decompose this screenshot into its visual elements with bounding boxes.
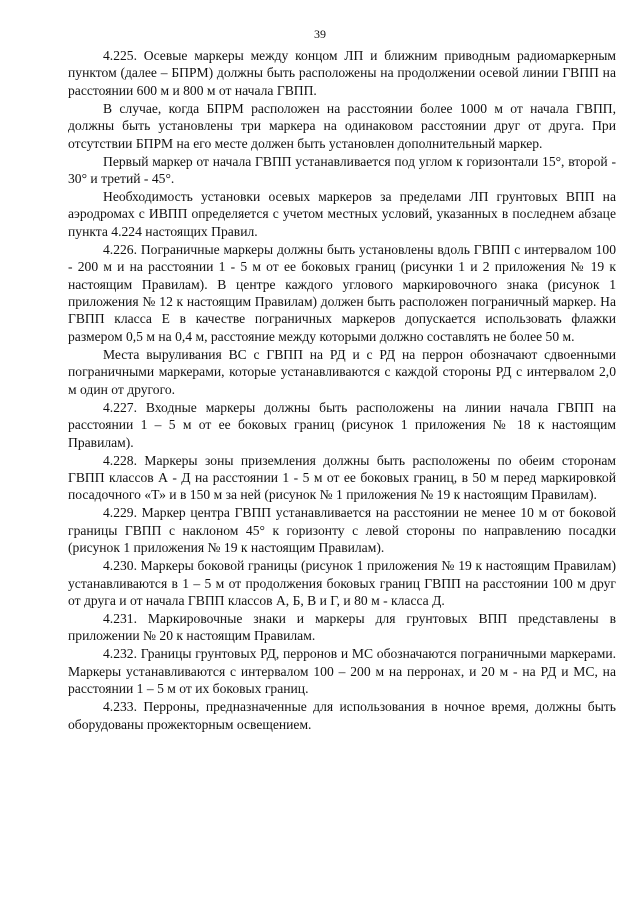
document-body — [68, 47, 616, 734]
paragraph-4-232: 4.232. Границы грунтовых РД, перронов и МС обозначаются пограничными маркерами. Маркеры устанавливаются с интервалом 100 – 200 м на перронах, и 20 м - на РД и МС, на расстоянии 1 – 5 м от их боковых границ. — [68, 646, 616, 697]
paragraph-marker-angles: Первый маркер от начала ГВПП устанавливается под углом к горизонтали 15°, второй - 30° и третий - 45°. — [68, 153, 616, 187]
paragraph-4-231: 4.231. Маркировочные знаки и маркеры для грунтовых ВПП представлены в приложении № 20 к настоящим Правилам. — [68, 610, 616, 644]
paragraph-4-233: 4.233. Перроны, предназначенные для использования в ночное время, должны быть оборудованы прожекторным освещением. — [68, 699, 616, 732]
paragraph-axial-markers-necessity: Необходимость установки осевых маркеров за пределами ЛП грунтовых ВПП на аэродромах с ИВПП определяется с учетом местных условий, указанных в последнем абзаце пункта 4.224 настоящих Правил. — [68, 189, 616, 239]
paragraph-4-229: 4.229. Маркер центра ГВПП устанавливается на расстоянии не менее 10 м от боковой границы ГВПП с наклоном 45° к горизонту с левой стороны по направлению посадки (рисунок 1 приложения № 19 к настоящим Правилам). — [68, 505, 616, 556]
paragraph-bprm-distance: В случае, когда БПРМ расположен на расстоянии более 1000 м от начала ГВПП, должны быть установлены три маркера на одинаковом расстоянии друг от друга. При отсутствии БПРМ на его месте должен быть установлен дополнительный маркер. — [68, 100, 616, 151]
paragraph-4-225: 4.225. Осевые маркеры между концом ЛП и ближним приводным радиомаркерным пунктом (далее – БПРМ) должны быть расположены на продолжении осевой линии ГВПП на расстоянии 600 м и 800 м от начала ГВПП. — [68, 48, 616, 98]
paragraph-4-230: 4.230. Маркеры боковой границы (рисунок 1 приложения № 19 к настоящим Правилам) устанавливаются в 1 – 5 м от продолжения боковых границ ГВПП на расстоянии 100 м друг от друга и от начала ГВПП классов А, Б, В и Г, и 80 м - класса Д. — [68, 558, 616, 608]
paragraph-4-227: 4.227. Входные маркеры должны быть расположены на линии начала ГВПП на расстоянии 1 – 5 м от ее боковых границ (рисунок 1 приложения № 18 к настоящим Правилам). — [68, 399, 616, 450]
paragraph-taxi-exit-markers: Места выруливания ВС с ГВПП на РД и с РД на перрон обозначают сдвоенными пограничными маркерами, которые устанавливаются с каждой стороны РД с интервалом 2,0 м один от другого. — [68, 346, 616, 397]
paragraph-4-228: 4.228. Маркеры зоны приземления должны быть расположены по обеим сторонам ГВПП классов А - Д на расстоянии 1 - 5 м от ее боковых границ, в 50 м перед маркировкой посадочного «Т» и в 150 м за ней (рисунок № 1 приложения № 19 к настоящим Правилам). — [68, 452, 616, 503]
page-number: 39 — [314, 27, 326, 41]
paragraph-4-226: 4.226. Пограничные маркеры должны быть установлены вдоль ГВПП с интервалом 100 - 200 м и на расстоянии 1 - 5 м от ее боковых границ (рисунки 1 и 2 приложения № 19 к настоящим Правилам). В центре каждого углового маркировочного знака (рисунок 1 приложения № 12 к настоящим Правилам) должен быть расположен пограничный маркер. На ГВПП класса Е в качестве пограничных маркеров допускается использовать флажки размером 0,5 м на 0,4 м, расстояние между которыми должно составлять не более 50 м. — [68, 241, 616, 344]
